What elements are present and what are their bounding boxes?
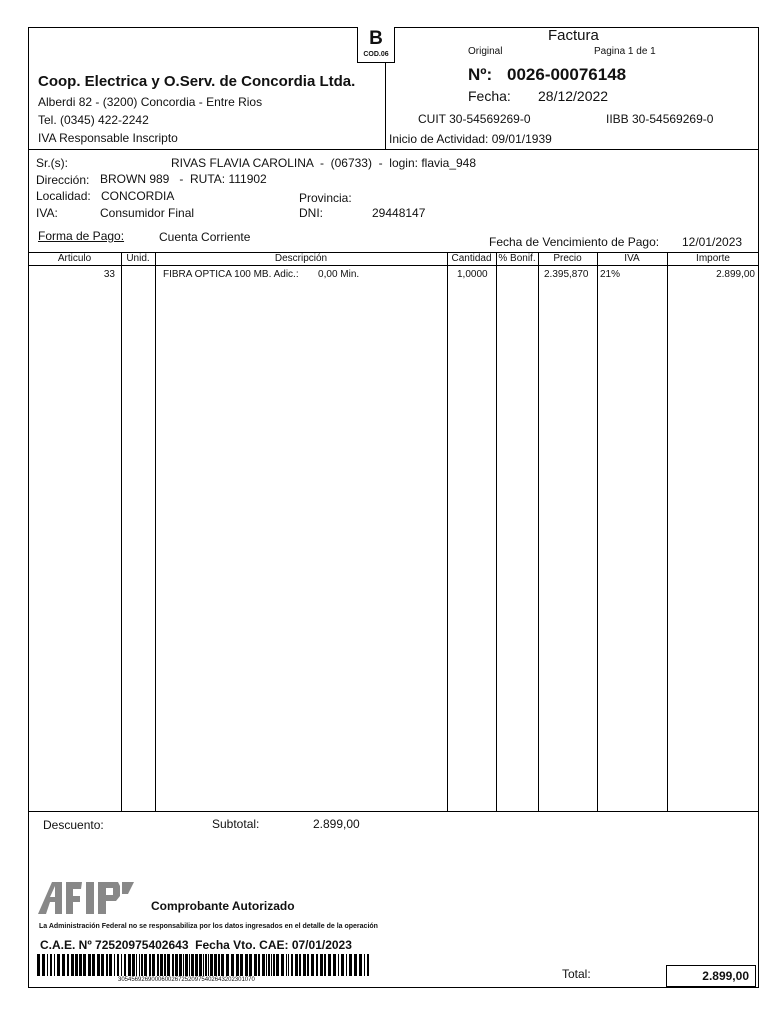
- barcode-bar: [189, 954, 190, 976]
- barcode-bar: [291, 954, 293, 976]
- barcode-bar: [50, 954, 52, 976]
- barcode-bar: [144, 954, 147, 976]
- barcode-bar: [245, 954, 248, 976]
- barcode-bar: [271, 954, 272, 976]
- barcode-bar: [172, 954, 174, 976]
- barcode-bar: [303, 954, 306, 976]
- col-divider: [597, 252, 598, 811]
- invoice-code: COD.06: [363, 51, 389, 58]
- col-header-descripcion: Descripción: [274, 253, 328, 264]
- barcode-bar: [338, 954, 339, 976]
- header-center-divider: [385, 63, 386, 149]
- barcode-bar: [121, 954, 122, 976]
- table-header-line: [28, 265, 759, 266]
- barcode-bar: [299, 954, 301, 976]
- invoice-number: 0026-00076148: [507, 65, 627, 84]
- invoice-number-label: Nº:: [468, 65, 493, 84]
- barcode-bar: [236, 954, 239, 976]
- company-address: Alberdi 82 - (3200) Concordia - Entre Rios: [38, 95, 263, 109]
- barcode-bar: [324, 954, 326, 976]
- barcode-bar: [175, 954, 178, 976]
- barcode-bar: [117, 954, 119, 976]
- subtotal-label: Subtotal:: [212, 817, 260, 831]
- customer-iva: Consumidor Final: [100, 206, 195, 220]
- barcode-bar: [164, 954, 166, 976]
- company-cuit: CUIT 30-54569269-0: [418, 112, 531, 126]
- barcode-bar: [195, 954, 198, 976]
- barcode-bar: [254, 954, 257, 976]
- barcode-bar: [47, 954, 48, 976]
- barcode-bar: [106, 954, 108, 976]
- barcode-bar: [185, 954, 188, 976]
- barcode-bar: [124, 954, 126, 976]
- barcode-bar: [320, 954, 323, 976]
- col-divider: [667, 252, 668, 811]
- barcode-bar: [42, 954, 45, 976]
- cell-precio: 2.395,870: [544, 269, 589, 280]
- customer-dni-label: DNI:: [299, 206, 323, 220]
- barcode-bar: [157, 954, 159, 976]
- barcode-bar: [167, 954, 170, 976]
- customer-name-line: RIVAS FLAVIA CAROLINA - (06733) - login: flavia_948: [171, 156, 477, 170]
- total-box: [666, 965, 756, 987]
- barcode-bar: [226, 954, 229, 976]
- col-header-cantidad: Cantidad: [451, 253, 492, 264]
- barcode-bar: [109, 954, 112, 976]
- barcode-bar: [288, 954, 289, 976]
- barcode-bar: [316, 954, 318, 976]
- barcode-bar: [367, 954, 369, 976]
- col-divider: [447, 252, 448, 811]
- cell-descripcion: FIBRA OPTICA 100 MB. Adic.: 0,00 Min.: [163, 269, 360, 280]
- barcode-bar: [286, 954, 287, 976]
- barcode-bar: [218, 954, 220, 976]
- barcode-bar: [205, 954, 207, 976]
- barcode-bar: [139, 954, 140, 976]
- barcode-bar: [295, 954, 298, 976]
- barcode-bar: [311, 954, 314, 976]
- barcode-bar: [152, 954, 155, 976]
- barcode-bar: [183, 954, 184, 976]
- barcode-bar: [79, 954, 82, 976]
- col-header-precio: Precio: [553, 253, 582, 264]
- col-header-articulo: Articulo: [57, 253, 92, 264]
- col-divider: [496, 252, 497, 811]
- col-divider: [538, 252, 539, 811]
- barcode-bar: [57, 954, 60, 976]
- col-header-bonif: % Bonif.: [498, 253, 536, 264]
- barcode-bar: [240, 954, 243, 976]
- payment-due-date: 12/01/2023: [682, 235, 743, 249]
- barcode-bar: [328, 954, 331, 976]
- barcode-number: 30545692690006002672520975402643202301070: [118, 977, 255, 983]
- discount-label: Descuento:: [43, 818, 104, 832]
- barcode-bar: [88, 954, 91, 976]
- barcode-bar: [141, 954, 143, 976]
- barcode-bar: [97, 954, 100, 976]
- invoice-title: Factura: [548, 27, 599, 44]
- invoice-letter: B: [369, 28, 383, 49]
- customer-address-label: Dirección:: [36, 173, 90, 187]
- barcode-bar: [71, 954, 74, 976]
- payment-value: Cuenta Corriente: [159, 230, 251, 244]
- barcode-bar: [208, 954, 209, 976]
- payment-label: Forma de Pago:: [38, 229, 125, 243]
- company-activity-start: Inicio de Actividad: 09/01/1939: [389, 132, 552, 146]
- barcode-bar: [136, 954, 137, 976]
- barcode-bar: [349, 954, 352, 976]
- invoice-letter-box: [357, 27, 395, 63]
- barcode-bar: [132, 954, 135, 976]
- barcode-bar: [258, 954, 260, 976]
- cell-cantidad: 1,0000: [457, 269, 488, 280]
- barcode-bar: [266, 954, 267, 976]
- customer-dni: 29448147: [372, 206, 426, 220]
- barcode-bar: [249, 954, 252, 976]
- barcode-bar: [114, 954, 115, 976]
- table-bottom-line: [28, 811, 759, 812]
- cell-importe: 2.899,00: [716, 269, 755, 280]
- col-header-iva: IVA: [624, 253, 640, 264]
- barcode-bar: [160, 954, 163, 976]
- customer-locality: CONCORDIA: [101, 189, 175, 203]
- barcode-bar: [333, 954, 336, 976]
- company-phone: Tel. (0345) 422-2242: [38, 113, 149, 127]
- barcode-bar: [262, 954, 265, 976]
- afip-disclaimer: La Administración Federal no se responsabiliza por los datos ingresados en el detalle de la operación: [39, 923, 378, 930]
- col-header-importe: Importe: [696, 253, 730, 264]
- customer-address: BROWN 989 - RUTA: 111902: [100, 172, 267, 186]
- barcode-bar: [191, 954, 194, 976]
- barcode-bar: [199, 954, 202, 976]
- cae-line: C.A.E. Nº 72520975402643 Fecha Vto. CAE: 07/01/2023: [40, 938, 352, 952]
- customer-sr-label: Sr.(s):: [36, 156, 68, 170]
- barcode-bar: [62, 954, 65, 976]
- col-divider: [155, 252, 156, 811]
- barcode-bar: [307, 954, 309, 976]
- barcode-bar: [75, 954, 78, 976]
- subtotal-value: 2.899,00: [313, 817, 360, 831]
- customer-province-label: Provincia:: [299, 191, 352, 205]
- total-value: 2.899,00: [702, 969, 749, 983]
- barcode: [37, 954, 372, 976]
- company-name: Coop. Electrica y O.Serv. de Concordia Ltda.: [38, 73, 356, 90]
- customer-iva-label: IVA:: [36, 206, 58, 220]
- barcode-bar: [128, 954, 131, 976]
- barcode-bar: [231, 954, 234, 976]
- barcode-bar: [359, 954, 362, 976]
- invoice-date: 28/12/2022: [538, 88, 609, 104]
- company-tax-status: IVA Responsable Inscripto: [38, 131, 178, 145]
- barcode-bar: [179, 954, 182, 976]
- cell-iva: 21%: [600, 269, 621, 280]
- barcode-bar: [203, 954, 204, 976]
- company-iibb: IIBB 30-54569269-0: [606, 112, 714, 126]
- barcode-bar: [341, 954, 344, 976]
- barcode-bar: [149, 954, 151, 976]
- barcode-bar: [273, 954, 275, 976]
- total-label: Total:: [562, 967, 591, 981]
- barcode-bar: [54, 954, 55, 976]
- cell-articulo: 33: [103, 269, 115, 280]
- barcode-bar: [37, 954, 40, 976]
- barcode-bar: [67, 954, 69, 976]
- col-header-unid: Unid.: [126, 253, 150, 264]
- header-divider: [28, 149, 759, 150]
- barcode-bar: [210, 954, 213, 976]
- invoice-page: Pagina 1 de 1: [594, 46, 656, 57]
- barcode-bar: [214, 954, 217, 976]
- barcode-bar: [354, 954, 357, 976]
- invoice-date-label: Fecha:: [468, 88, 511, 104]
- customer-locality-label: Localidad:: [36, 189, 91, 203]
- barcode-bar: [92, 954, 95, 976]
- barcode-bar: [276, 954, 279, 976]
- comprobante-autorizado: Comprobante Autorizado: [151, 899, 295, 913]
- barcode-bar: [221, 954, 224, 976]
- payment-due-label: Fecha de Vencimiento de Pago:: [489, 235, 660, 249]
- barcode-bar: [346, 954, 347, 976]
- invoice-copy: Original: [468, 46, 503, 57]
- barcode-bar: [364, 954, 365, 976]
- afip-logo: [36, 880, 136, 916]
- barcode-bar: [268, 954, 270, 976]
- barcode-bar: [101, 954, 104, 976]
- barcode-bar: [281, 954, 284, 976]
- barcode-bar: [83, 954, 86, 976]
- col-divider: [121, 252, 122, 811]
